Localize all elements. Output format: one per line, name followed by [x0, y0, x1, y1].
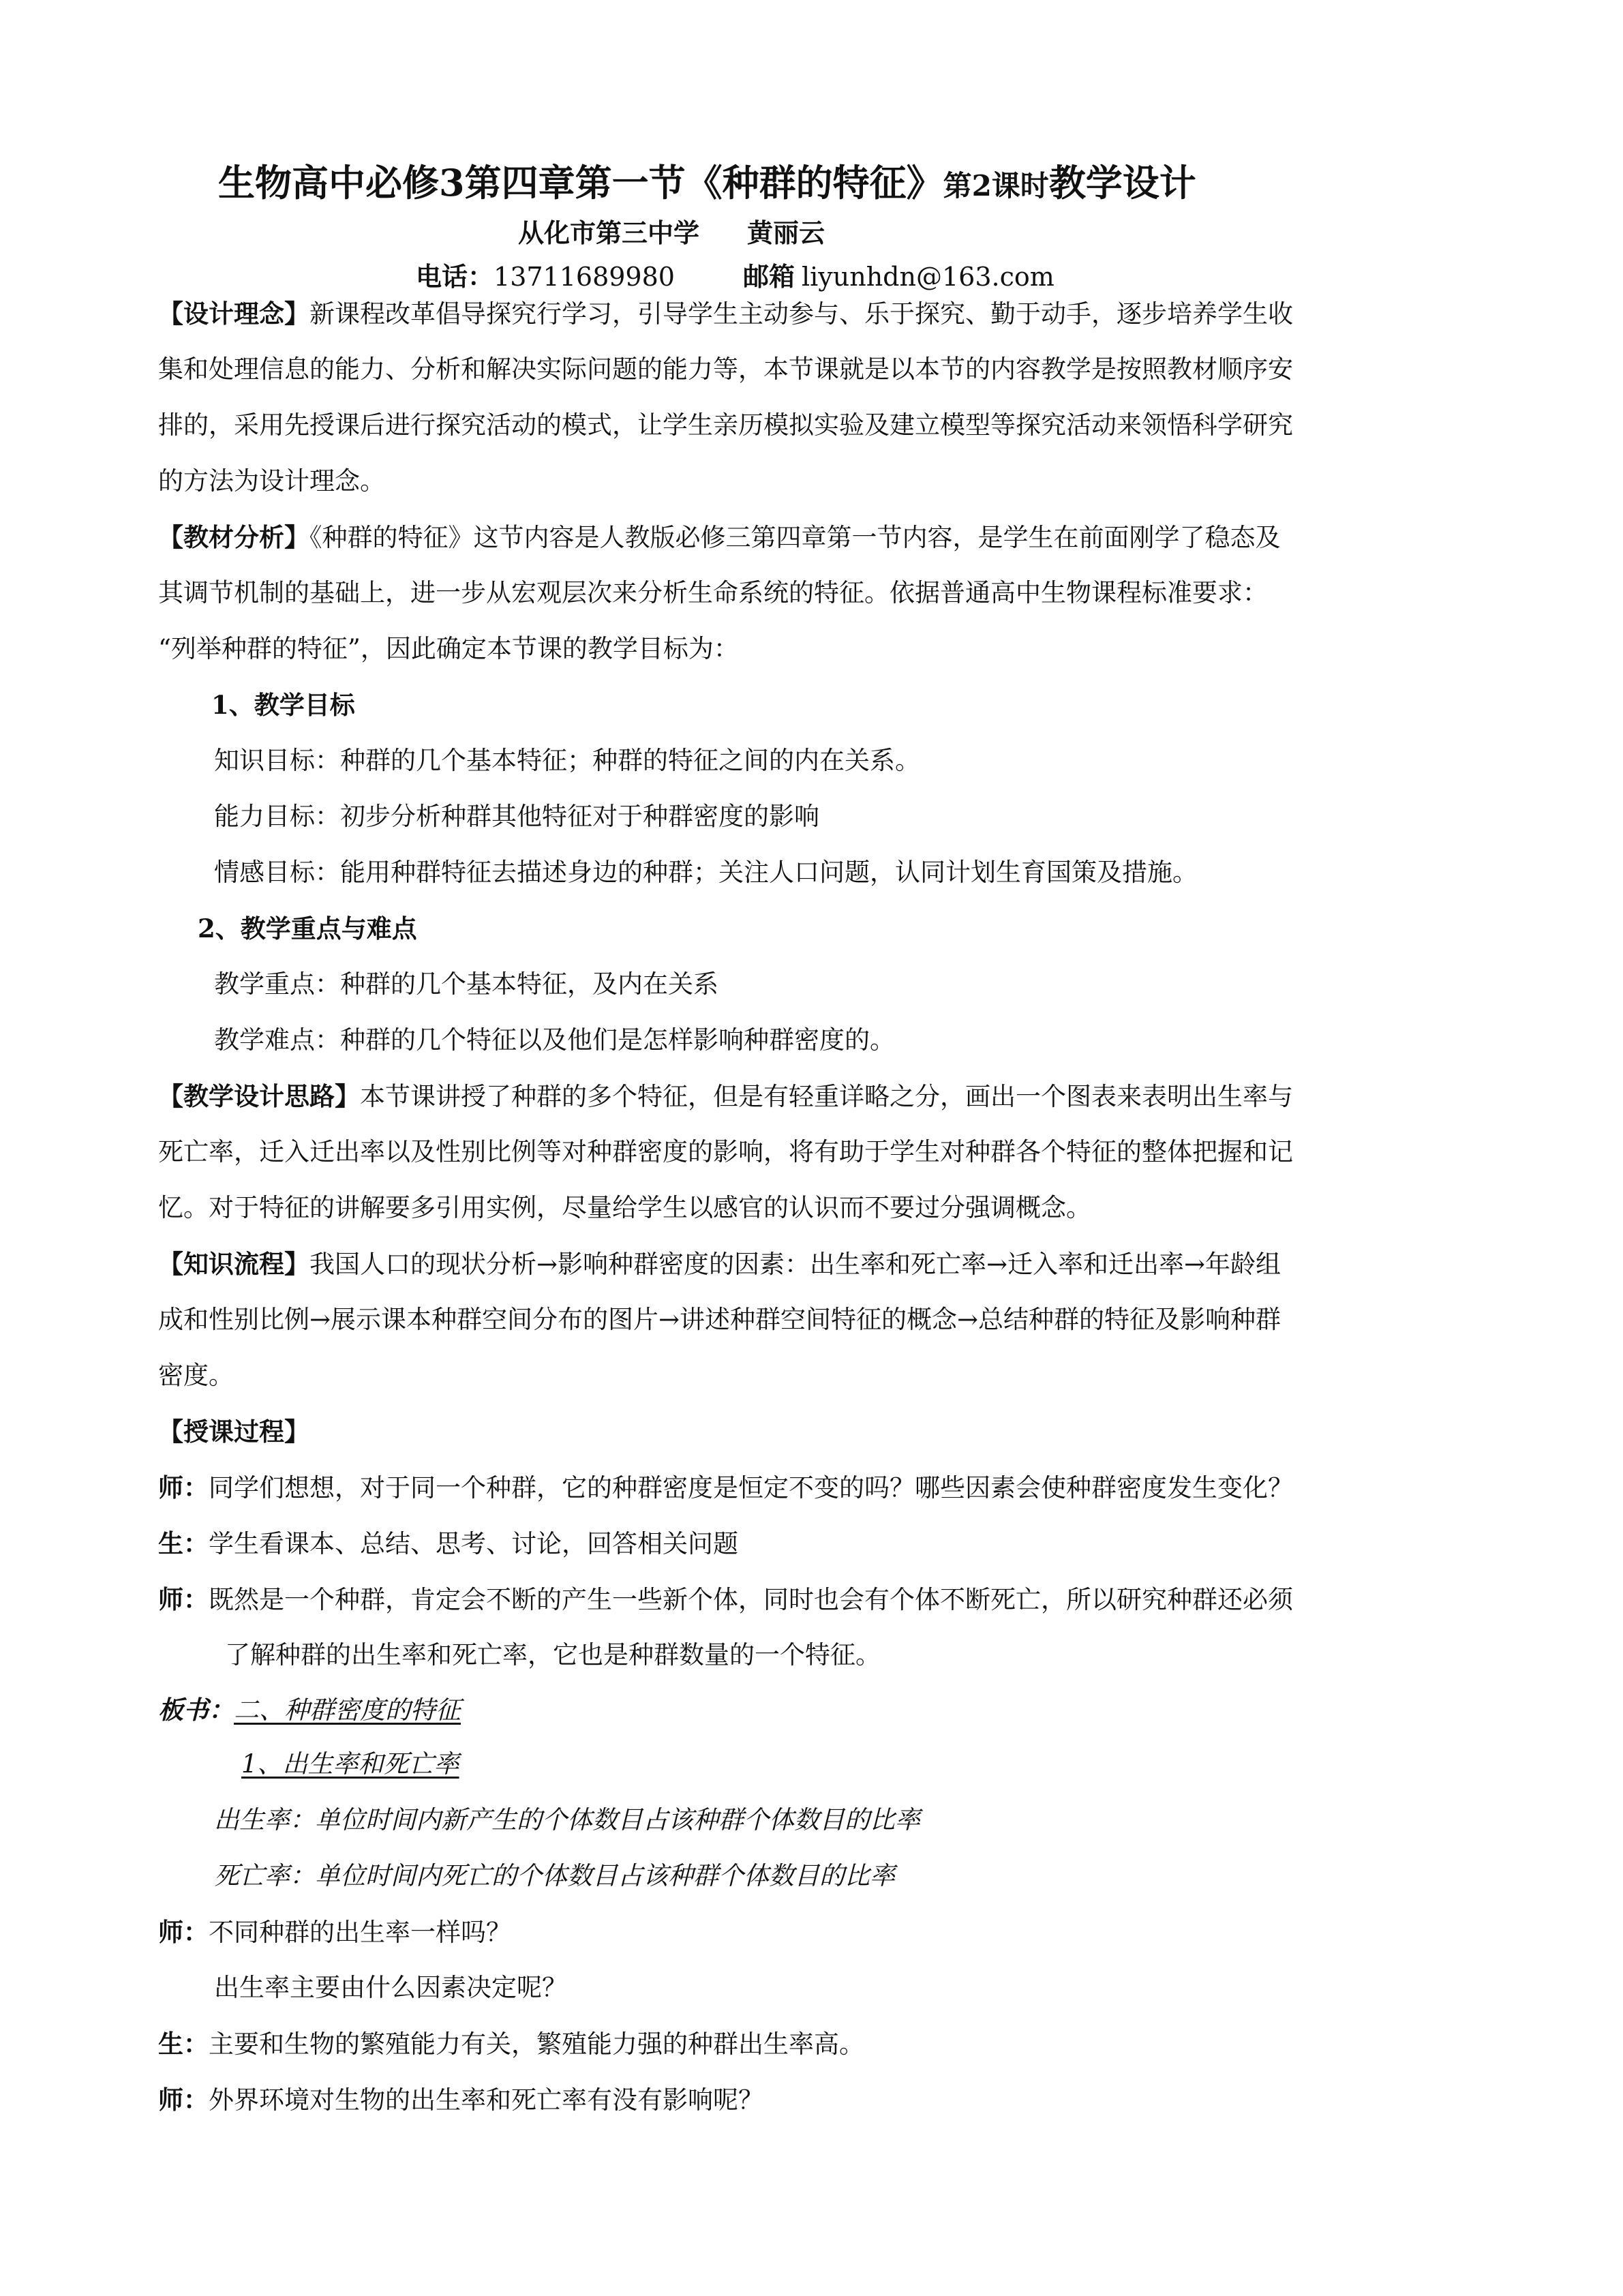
design-concept-line-1: 【设计理念】新课程改革倡导探究行学习，引导学生主动参与、乐于探究、勤于动手，逐步培养学生收	[158, 299, 1293, 329]
design-concept-label: 【设计理念】	[158, 299, 309, 329]
objectives-heading: 1、教学目标	[211, 690, 355, 720]
material-analysis-line-2: 其调节机制的基础上，进一步从宏观层次来分析生命系统的特征。依据普通高中生物课程标准要求：	[158, 578, 1268, 607]
phone-number: 13711689980	[494, 262, 675, 292]
teacher-line-3: 师：不同种群的出生率一样吗？	[158, 1917, 511, 1947]
difficult-point: 教学难点：种群的几个特征以及他们是怎样影响种群密度的。	[214, 1025, 895, 1055]
teacher-speaker: 师：	[158, 1917, 209, 1947]
board-title: 二、种群密度的特征	[234, 1695, 461, 1725]
design-idea-line-1: 【教学设计思路】本节课讲授了种群的多个特征，但是有轻重详略之分，画出一个图表来表明出生率与	[158, 1081, 1293, 1111]
teacher-speaker: 师：	[158, 2085, 209, 2115]
title-main: 生物高中必修3第四章第一节《种群的特征》	[218, 161, 943, 205]
knowledge-flow-line-2: 成和性别比例→展示课本种群空间分布的图片→讲述种群空间特征的概念→总结种群的特征及影响种群	[158, 1305, 1281, 1334]
contact-line	[416, 259, 1055, 294]
design-concept-line-4: 的方法为设计理念。	[158, 466, 385, 496]
author-name: 黄丽云	[747, 217, 825, 248]
board-line	[158, 1692, 1440, 1728]
key-point: 教学重点：种群的几个基本特征，及内在关系	[214, 969, 718, 999]
birth-rate-definition: 出生率：单位时间内新产生的个体数目占该种群个体数目的比率	[214, 1805, 920, 1834]
teacher-line-1: 师：同学们想想，对于同一个种群，它的种群密度是恒定不变的吗？哪些因素会使种群密度发生变化？	[158, 1472, 1293, 1502]
material-analysis-line-1: 【教材分析】《种群的特征》这节内容是人教版必修三第四章第一节内容，是学生在前面刚学了稳态及	[158, 522, 1281, 552]
teacher-speaker: 师：	[158, 1472, 209, 1502]
teacher-line-3-cont: 出生率主要由什么因素决定呢？	[214, 1973, 567, 2002]
knowledge-objective: 知识目标：种群的几个基本特征；种群的特征之间的内在关系。	[214, 746, 920, 775]
author-line	[518, 215, 825, 251]
death-rate-definition: 死亡率：单位时间内死亡的个体数目占该种群个体数目的比率	[214, 1861, 895, 1890]
design-concept-line-2: 集和处理信息的能力、分析和解决实际问题的能力等，本节课就是以本节的内容教学是按照教材顺序安	[158, 354, 1293, 384]
design-idea-label: 【教学设计思路】	[158, 1081, 360, 1111]
knowledge-flow-line-1: 【知识流程】我国人口的现状分析→影响种群密度的因素：出生率和死亡率→迁入率和迁出率→年龄组	[158, 1249, 1281, 1279]
student-speaker: 生：	[158, 2029, 209, 2059]
title-lesson: 第2课时	[943, 169, 1049, 202]
email-address: liyunhdn@163.com	[801, 262, 1055, 292]
school-name: 从化市第三中学	[518, 217, 700, 248]
design-concept-line-3: 排的，采用先授课后进行探究活动的模式，让学生亲历模拟实验及建立模型等探究活动来领悟科学研究	[158, 410, 1293, 440]
teacher-line-2: 师：既然是一个种群，肯定会不断的产生一些新个体，同时也会有个体不断死亡，所以研究种群还必须	[158, 1584, 1293, 1614]
board-subtitle: 1、出生率和死亡率	[241, 1749, 459, 1779]
process-label: 【授课过程】	[158, 1417, 309, 1447]
student-line-1: 生：学生看课本、总结、思考、讨论，回答相关问题	[158, 1528, 738, 1558]
material-analysis-label: 【教材分析】	[158, 522, 309, 552]
key-points-heading: 2、教学重点与难点	[198, 913, 417, 943]
title-suffix: 教学设计	[1048, 161, 1196, 205]
document-title	[218, 155, 1196, 213]
knowledge-flow-label: 【知识流程】	[158, 1249, 309, 1279]
student-speaker: 生：	[158, 1528, 209, 1558]
phone-label: 电话：	[416, 261, 494, 292]
material-analysis-line-3: “列举种群的特征”，因此确定本节课的教学目标为：	[158, 634, 739, 663]
teacher-line-4: 师：外界环境对生物的出生率和死亡率有没有影响呢？	[158, 2085, 763, 2115]
design-idea-line-2: 死亡率，迁入迁出率以及性别比例等对种群密度的影响，将有助于学生对种群各个特征的整体把握和记	[158, 1137, 1293, 1166]
ability-objective: 能力目标：初步分析种群其他特征对于种群密度的影响	[214, 802, 819, 831]
design-idea-line-3: 忆。对于特征的讲解要多引用实例，尽量给学生以感官的认识而不要过分强调概念。	[158, 1193, 1091, 1222]
teacher-line-2-cont: 了解种群的出生率和死亡率，它也是种群数量的一个特征。	[225, 1640, 881, 1670]
emotion-objective: 情感目标：能用种群特征去描述身边的种群；关注人口问题，认同计划生育国策及措施。	[214, 858, 1198, 887]
teacher-speaker: 师：	[158, 1584, 209, 1614]
board-label: 板书：	[158, 1695, 234, 1725]
student-line-2: 生：主要和生物的繁殖能力有关，繁殖能力强的种群出生率高。	[158, 2029, 864, 2059]
knowledge-flow-line-3: 密度。	[158, 1361, 234, 1390]
email-label: 邮箱	[742, 261, 795, 292]
